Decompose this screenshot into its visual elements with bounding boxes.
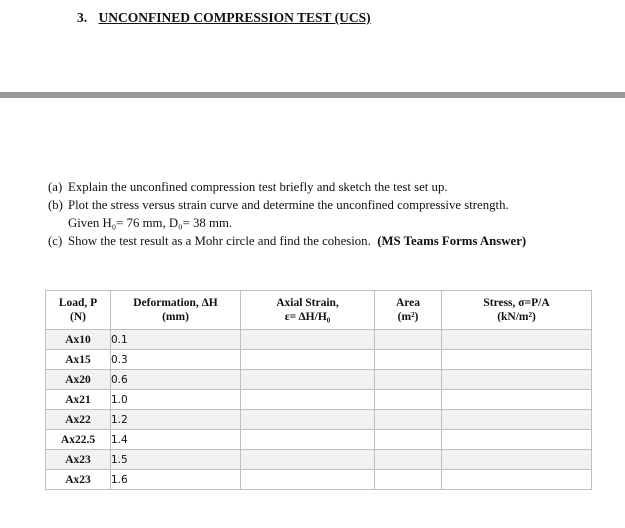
cell-load: Ax15 bbox=[46, 350, 111, 370]
section-number: 3. bbox=[77, 10, 88, 25]
question-b-given bbox=[48, 214, 618, 232]
cell-axial-strain[interactable] bbox=[241, 330, 375, 350]
cell-area[interactable] bbox=[375, 410, 442, 430]
question-a bbox=[48, 178, 618, 196]
header-stress: Stress, σ=P/A (kN/m²) bbox=[442, 291, 592, 330]
section-heading bbox=[77, 10, 371, 26]
cell-axial-strain[interactable] bbox=[241, 370, 375, 390]
question-text: Plot the stress versus strain curve and determine the unconfined compressive strength. bbox=[68, 198, 509, 212]
cell-load: Ax22 bbox=[46, 410, 111, 430]
cell-area[interactable] bbox=[375, 450, 442, 470]
header-load: Load, P (N) bbox=[46, 291, 111, 330]
header-deformation: Deformation, ΔH (mm) bbox=[111, 291, 241, 330]
cell-axial-strain[interactable] bbox=[241, 430, 375, 450]
table-row bbox=[46, 470, 592, 490]
cell-deformation: 0.6 bbox=[111, 370, 241, 390]
question-list bbox=[48, 178, 618, 250]
cell-area[interactable] bbox=[375, 330, 442, 350]
header-area: Area (m²) bbox=[375, 291, 442, 330]
results-table bbox=[45, 290, 592, 490]
table-row bbox=[46, 390, 592, 410]
question-text: Show the test result as a Mohr circle and find the cohesion. bbox=[68, 234, 371, 248]
cell-deformation: 1.4 bbox=[111, 430, 241, 450]
cell-stress[interactable] bbox=[442, 430, 592, 450]
cell-stress[interactable] bbox=[442, 350, 592, 370]
table-header-row bbox=[46, 291, 592, 330]
cell-load: Ax23 bbox=[46, 450, 111, 470]
question-label: (b) bbox=[48, 198, 63, 212]
cell-area[interactable] bbox=[375, 350, 442, 370]
cell-area[interactable] bbox=[375, 470, 442, 490]
cell-deformation: 1.6 bbox=[111, 470, 241, 490]
question-b bbox=[48, 196, 618, 214]
cell-deformation: 1.5 bbox=[111, 450, 241, 470]
cell-load: Ax22.5 bbox=[46, 430, 111, 450]
header-axial-strain: Axial Strain, ε= ΔH/H₀ bbox=[241, 291, 375, 330]
cell-axial-strain[interactable] bbox=[241, 450, 375, 470]
cell-area[interactable] bbox=[375, 430, 442, 450]
cell-stress[interactable] bbox=[442, 450, 592, 470]
table-row bbox=[46, 350, 592, 370]
cell-stress[interactable] bbox=[442, 470, 592, 490]
cell-stress[interactable] bbox=[442, 410, 592, 430]
cell-deformation: 0.1 bbox=[111, 330, 241, 350]
cell-load: Ax21 bbox=[46, 390, 111, 410]
cell-load: Ax10 bbox=[46, 330, 111, 350]
question-label: (a) bbox=[48, 180, 63, 194]
divider-bar bbox=[0, 92, 625, 98]
cell-deformation: 1.2 bbox=[111, 410, 241, 430]
cell-load: Ax23 bbox=[46, 470, 111, 490]
table-row bbox=[46, 430, 592, 450]
question-c bbox=[48, 232, 618, 250]
cell-axial-strain[interactable] bbox=[241, 470, 375, 490]
table-row bbox=[46, 450, 592, 470]
cell-axial-strain[interactable] bbox=[241, 390, 375, 410]
cell-stress[interactable] bbox=[442, 370, 592, 390]
cell-deformation: 1.0 bbox=[111, 390, 241, 410]
given-values: Given H₀= 76 mm, D₀= 38 mm. bbox=[68, 216, 233, 230]
table-row bbox=[46, 410, 592, 430]
cell-axial-strain[interactable] bbox=[241, 350, 375, 370]
table-row bbox=[46, 330, 592, 350]
answer-note: (MS Teams Forms Answer) bbox=[377, 234, 527, 248]
question-text: Explain the unconfined compression test briefly and sketch the test set up. bbox=[68, 180, 448, 194]
section-title: UNCONFINED COMPRESSION TEST (UCS) bbox=[98, 10, 371, 25]
cell-stress[interactable] bbox=[442, 330, 592, 350]
cell-load: Ax20 bbox=[46, 370, 111, 390]
question-label: (c) bbox=[48, 234, 63, 248]
cell-stress[interactable] bbox=[442, 390, 592, 410]
cell-deformation: 0.3 bbox=[111, 350, 241, 370]
cell-area[interactable] bbox=[375, 390, 442, 410]
cell-area[interactable] bbox=[375, 370, 442, 390]
table-row bbox=[46, 370, 592, 390]
cell-axial-strain[interactable] bbox=[241, 410, 375, 430]
